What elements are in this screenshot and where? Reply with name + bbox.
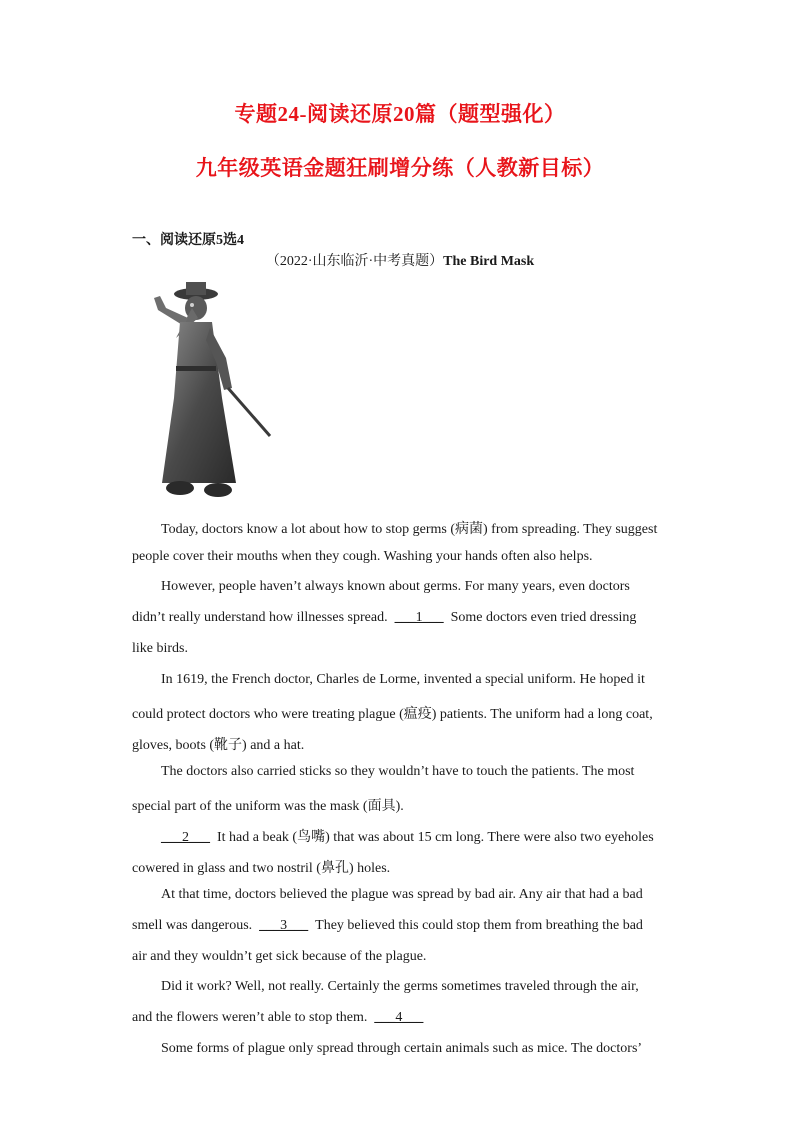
section-heading: 一、阅读还原5选4	[132, 233, 244, 248]
text-line: However, people haven’t always known about germs. For many years, even doctors	[161, 579, 630, 594]
text-line: could protect doctors who were treating plague (瘟疫) patients. The uniform had a long coat,	[132, 707, 653, 722]
text-line: Did it work? Well, not really. Certainly the germs sometimes traveled through the air,	[161, 979, 639, 994]
text-line: like birds.	[132, 641, 188, 656]
text-line: air and they wouldn’t get sick because of the plague.	[132, 949, 427, 964]
page-title: 专题24-阅读还原20篇（题型强化）	[234, 102, 566, 126]
text-line: The doctors also carried sticks so they wouldn’t have to touch the patients. The most	[161, 764, 635, 779]
text-line: Today, doctors know a lot about how to stop germs (病菌) from spreading. They suggest	[161, 522, 658, 537]
blank-3[interactable]: ___3___	[259, 918, 309, 933]
text-line: cowered in glass and two nostril (鼻孔) holes.	[132, 861, 391, 876]
text-line: gloves, boots (靴子) and a hat.	[132, 738, 305, 753]
blank-2[interactable]: ___2___	[161, 830, 210, 845]
text-line: people cover their mouths when they cough. Washing your hands often also helps.	[132, 549, 593, 564]
blank-1[interactable]: ___1___	[394, 610, 444, 625]
text-line: and the flowers weren’t able to stop them. ___4___	[132, 1010, 424, 1025]
passage-source	[0, 250, 800, 270]
text-line: Some forms of plague only spread through certain animals such as mice. The doctors’	[161, 1041, 643, 1056]
blank-4[interactable]: ___4___	[374, 1010, 424, 1025]
text-line: special part of the uniform was the mask (面具).	[132, 799, 404, 814]
text-line: smell was dangerous. ___3___ They believed this could stop them from breathing the bad	[132, 918, 643, 933]
text-line: At that time, doctors believed the plague was spread by bad air. Any air that had a bad	[161, 887, 643, 902]
page-subtitle: 九年级英语金题狂刷增分练（人教新目标）	[195, 156, 605, 180]
text-line: In 1619, the French doctor, Charles de Lorme, invented a special uniform. He hoped it	[161, 672, 645, 687]
plague-doctor-image	[140, 278, 280, 504]
text-line: didn’t really understand how illnesses spread. ___1___ Some doctors even tried dressing	[132, 610, 637, 625]
text-line: ___2___ It had a beak (鸟嘴) that was about 15 cm long. There were also two eyeholes	[161, 830, 654, 845]
source-prefix: （2022·山东临沂·中考真题）	[265, 254, 444, 269]
passage-title: The Bird Mask	[443, 254, 535, 269]
